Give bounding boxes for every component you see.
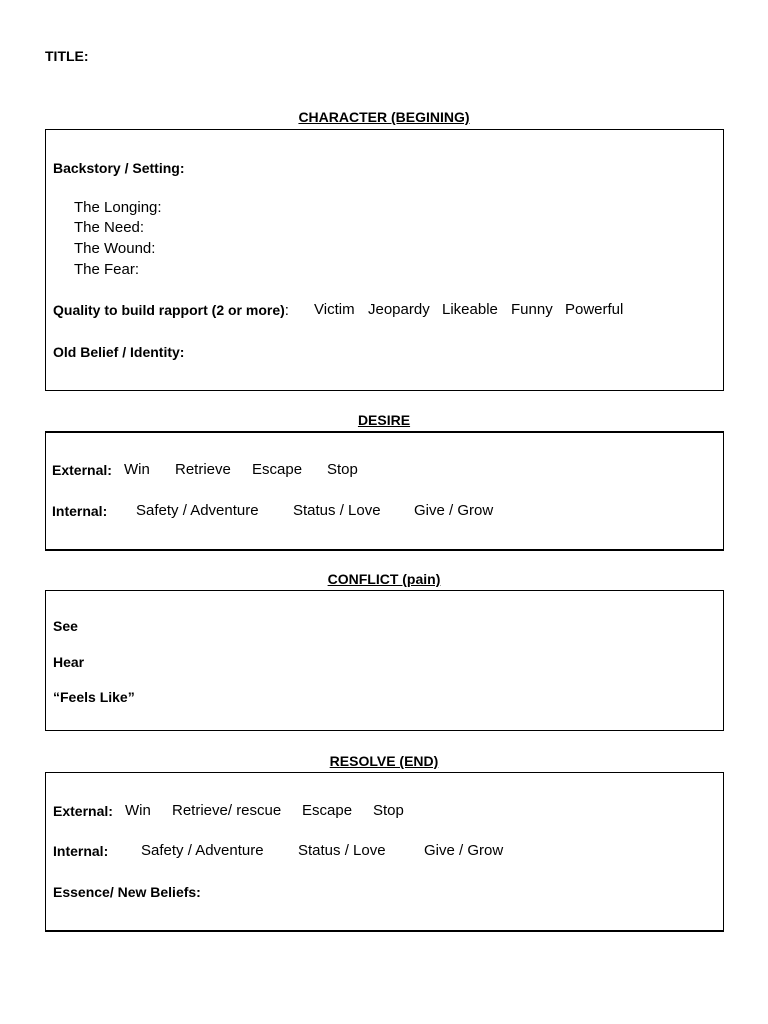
quality-colon: : [284,302,289,319]
desire-external-stop: Stop [327,461,358,478]
quality-option-funny: Funny [511,301,553,318]
resolve-external-escape: Escape [302,802,353,819]
desire-heading: DESIRE [357,412,411,428]
character-heading: CHARACTER (BEGINING) [298,109,470,125]
quality-label: Quality to build rapport (2 or more) [53,302,285,318]
quality-option-powerful: Powerful [565,301,624,318]
resolve-internal-safety: Safety / Adventure [141,842,264,859]
quality-option-jeopardy: Jeopardy [368,301,430,318]
conflict-hear-label: Hear [53,654,85,670]
conflict-box [45,590,724,731]
resolve-internal-status: Status / Love [298,842,386,859]
quality-option-victim: Victim [314,301,355,318]
conflict-feels-like-label: “Feels Like” [53,689,135,705]
essence-label: Essence/ New Beliefs: [53,884,201,900]
resolve-external-stop: Stop [373,802,404,819]
quality-row [53,301,289,320]
resolve-internal-give: Give / Grow [424,842,504,859]
conflict-heading: CONFLICT (pain) [327,571,441,587]
fear-label: The Fear: [74,261,140,278]
desire-internal-label: Internal: [52,503,108,519]
resolve-external-win: Win [125,802,151,819]
old-belief-label: Old Belief / Identity: [53,344,185,360]
desire-external-escape: Escape [252,461,303,478]
resolve-heading: RESOLVE (END) [329,753,439,769]
conflict-see-label: See [53,618,78,634]
resolve-external-label: External: [53,803,113,819]
longing-label: The Longing: [74,199,162,216]
title-label: TITLE: [45,48,89,64]
resolve-external-retrieve: Retrieve/ rescue [172,802,282,819]
desire-internal-give: Give / Grow [414,502,494,519]
need-label: The Need: [74,219,145,236]
quality-option-likeable: Likeable [442,301,498,318]
backstory-label: Backstory / Setting: [53,160,185,176]
desire-internal-safety: Safety / Adventure [136,502,259,519]
character-box [45,129,724,391]
desire-box [45,431,724,551]
desire-internal-status: Status / Love [293,502,381,519]
desire-external-retrieve: Retrieve [175,461,231,478]
resolve-box [45,772,724,932]
desire-external-label: External: [52,462,112,478]
desire-external-win: Win [124,461,150,478]
wound-label: The Wound: [74,240,156,257]
resolve-internal-label: Internal: [53,843,109,859]
